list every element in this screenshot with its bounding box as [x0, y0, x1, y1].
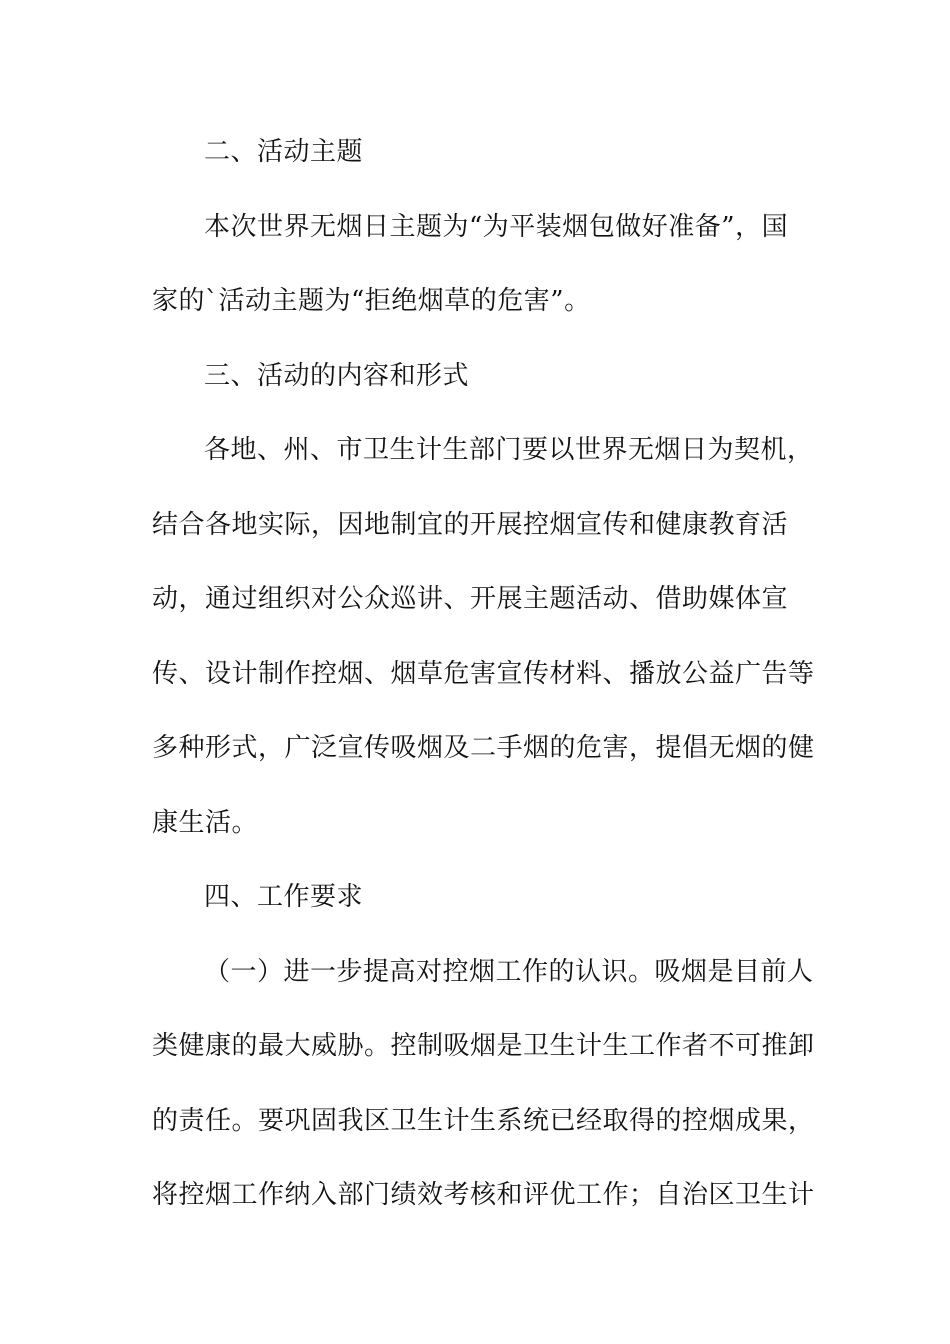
paragraph-line: 动，通过组织对公众巡讲、开展主题活动、借助媒体宣 — [152, 584, 789, 614]
paragraph-line: 类健康的最大威胁。控制吸烟是卫生计生工作者不可推卸 — [152, 1031, 815, 1061]
paragraph-line: 传、设计制作控烟、烟草危害宣传材料、播放公益广告等 — [152, 658, 815, 689]
paragraph-line: 家的`活动主题为“拒绝烟草的危害”。 — [152, 286, 591, 316]
paragraph-line: 本次世界无烟日主题为“为平装烟包做好准备”，国 — [204, 211, 789, 242]
section-heading-requirements: 四、工作要求 — [204, 882, 364, 912]
paragraph-line: 康生活。 — [152, 807, 259, 838]
section-heading-theme: 二、活动主题 — [204, 137, 364, 167]
paragraph-line: 的责任。要巩固我区卫生计生系统已经取得的控烟成果， — [152, 1105, 815, 1136]
paragraph-line: 结合各地实际，因地制宜的开展控烟宣传和健康教育活 — [152, 509, 789, 540]
paragraph-line: 将控烟工作纳入部门绩效考核和评优工作；自治区卫生计 — [152, 1180, 815, 1210]
section-heading-content: 三、活动的内容和形式 — [204, 360, 470, 391]
paragraph-line: 多种形式，广泛宣传吸烟及二手烟的危害，提倡无烟的健 — [152, 733, 815, 763]
paragraph-line: 各地、州、市卫生计生部门要以世界无烟日为契机， — [204, 435, 814, 465]
document-body — [152, 120, 815, 1238]
paragraph-line: （一）进一步提高对控烟工作的认识。吸烟是目前人 — [204, 956, 814, 987]
